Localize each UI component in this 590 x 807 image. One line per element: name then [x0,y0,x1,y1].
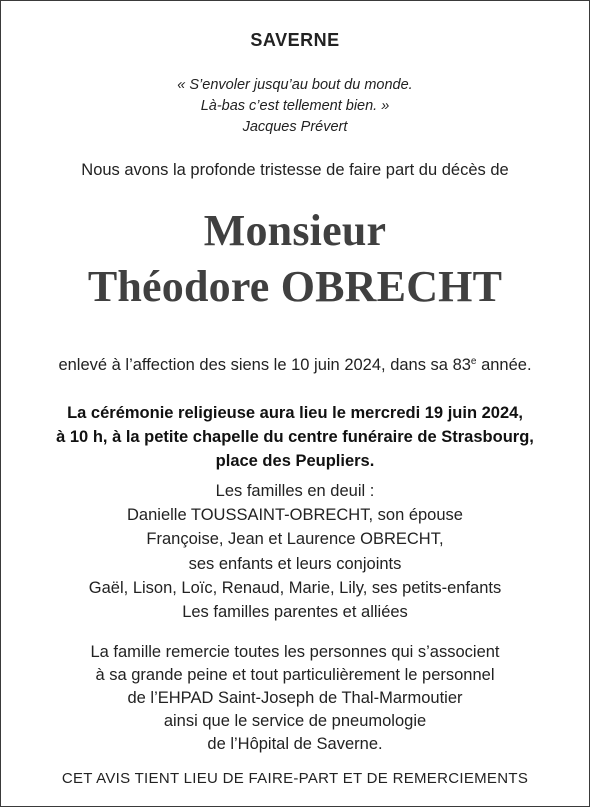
quote-author: Jacques Prévert [242,119,348,135]
death-notice-text-end: année. [476,356,532,374]
announcement-intro: Nous avons la profonde tristesse de faire part du décès de [81,161,509,179]
deceased-name: Théodore OBRECHT [87,262,503,311]
mourning-families [1,479,589,624]
family-line: Françoise, Jean et Laurence OBRECHT, [146,530,444,549]
thanks-line: de l’Hôpital de Saverne. [207,735,383,753]
family-line: Danielle TOUSSAINT-OBRECHT, son épouse [127,506,463,525]
thanks-line: ainsi que le service de pneumologie [163,712,427,730]
family-line: Gaël, Lison, Loïc, Renaud, Marie, Lily, ses petits-enfants [88,578,502,597]
epigraph-quote [1,75,589,138]
family-line: Les familles en deuil : [215,482,375,500]
ceremony-details [1,401,589,473]
ceremony-line: place des Peupliers. [215,452,375,470]
deceased-title: Monsieur [203,206,387,255]
ceremony-line: à 10 h, à la petite chapelle du centre funéraire de Strasbourg, [56,428,534,446]
location-heading: SAVERNE [250,30,340,50]
deceased-name-block [1,203,589,315]
ceremony-line: La cérémonie religieuse aura lieu le mercredi 19 juin 2024, [67,404,523,422]
thanks-line: à sa grande peine et tout particulièrement le personnel [95,666,495,684]
death-notice-text: enlevé à l’affection des siens le 10 juin 2024, dans sa 83 [58,356,471,374]
family-line: ses enfants et leurs conjoints [188,554,402,573]
quote-line: Là-bas c’est tellement bien. » [200,98,390,114]
death-notice-line [1,356,589,375]
quote-line: « S’envoler jusqu’au bout du monde. [177,77,413,93]
footer-notice: CET AVIS TIENT LIEU DE FAIRE-PART ET DE REMERCIEMENTS [61,770,529,787]
acknowledgements [1,641,589,756]
thanks-line: de l’EHPAD Saint-Joseph de Thal-Marmoutier [127,689,463,707]
thanks-line: La famille remercie toutes les personnes qui s’associent [90,643,500,661]
family-line: Les familles parentes et alliées [182,603,408,622]
ordinal-superscript: e [470,356,477,367]
